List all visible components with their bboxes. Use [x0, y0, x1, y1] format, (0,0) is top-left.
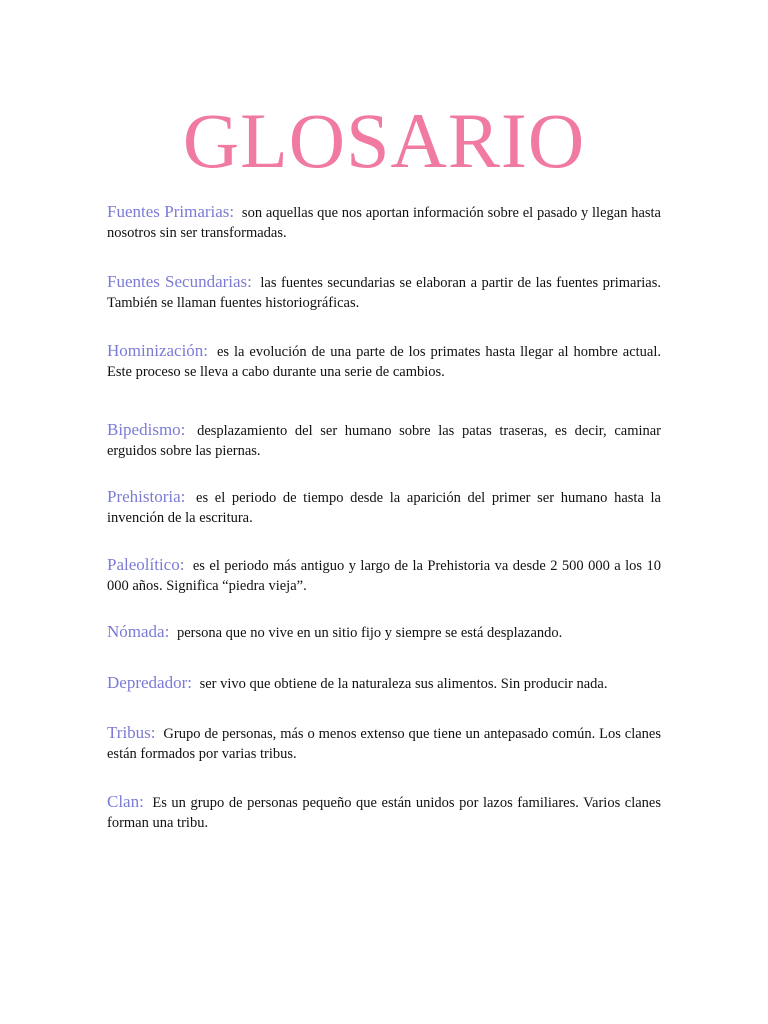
glossary-term: Paleolítico:	[107, 555, 185, 574]
glossary-entry	[107, 341, 661, 382]
glossary-entry	[107, 555, 661, 596]
glossary-term: Depredador:	[107, 673, 192, 692]
glossary-entry	[107, 420, 661, 461]
glossary-entry	[107, 673, 661, 695]
glossary-term: Clan:	[107, 792, 144, 811]
glossary-definition: es el periodo de tiempo desde la aparición del primer ser humano hasta la invención de la escritura.	[107, 490, 661, 526]
glossary-entry	[107, 202, 661, 243]
glossary-definition: desplazamiento del ser humano sobre las patas traseras, es decir, caminar erguidos sobre las piernas.	[107, 423, 662, 459]
glossary-term: Fuentes Secundarias:	[107, 272, 252, 291]
glossary-entry	[107, 272, 661, 313]
glossary-definition: las fuentes secundarias se elaboran a partir de las fuentes primarias. También se llaman fuentes historiográficas.	[107, 275, 662, 311]
glossary-definition: persona que no vive en un sitio fijo y siempre se está desplazando.	[176, 625, 563, 641]
glossary-entry	[107, 792, 661, 833]
glossary-entry	[107, 723, 661, 764]
glossary-term: Bipedismo:	[107, 420, 186, 439]
glossary-term: Prehistoria:	[107, 487, 186, 506]
glossary-definition: son aquellas que nos aportan información sobre el pasado y llegan hasta nosotros sin ser transformadas.	[107, 205, 661, 241]
glossary-definition: es la evolución de una parte de los primates hasta llegar al hombre actual. Este proceso se lleva a cabo durante una serie de cambios.	[107, 344, 662, 380]
glossary-entry	[107, 622, 661, 644]
glossary-term: Nómada:	[107, 622, 170, 641]
page-title: GLOSARIO	[182, 97, 586, 184]
glossary-term: Fuentes Primarias:	[107, 202, 235, 221]
glossary-entry	[107, 487, 661, 528]
glossary-term: Hominización:	[107, 341, 209, 360]
glossary-definition: Grupo de personas, más o menos extenso que tiene un antepasado común. Los clanes están formados por varias tribus.	[107, 726, 662, 762]
glossary-term: Tribus:	[107, 723, 156, 742]
glossary-definition: Es un grupo de personas pequeño que están unidos por lazos familiares. Varios clanes forman una tribu.	[107, 795, 661, 831]
glossary-definition: ser vivo que obtiene de la naturaleza sus alimentos. Sin producir nada.	[199, 676, 608, 692]
glossary-definition: es el periodo más antiguo y largo de la Prehistoria va desde 2 500 000 a los 10 000 años. Significa “piedra vieja”.	[107, 558, 661, 594]
